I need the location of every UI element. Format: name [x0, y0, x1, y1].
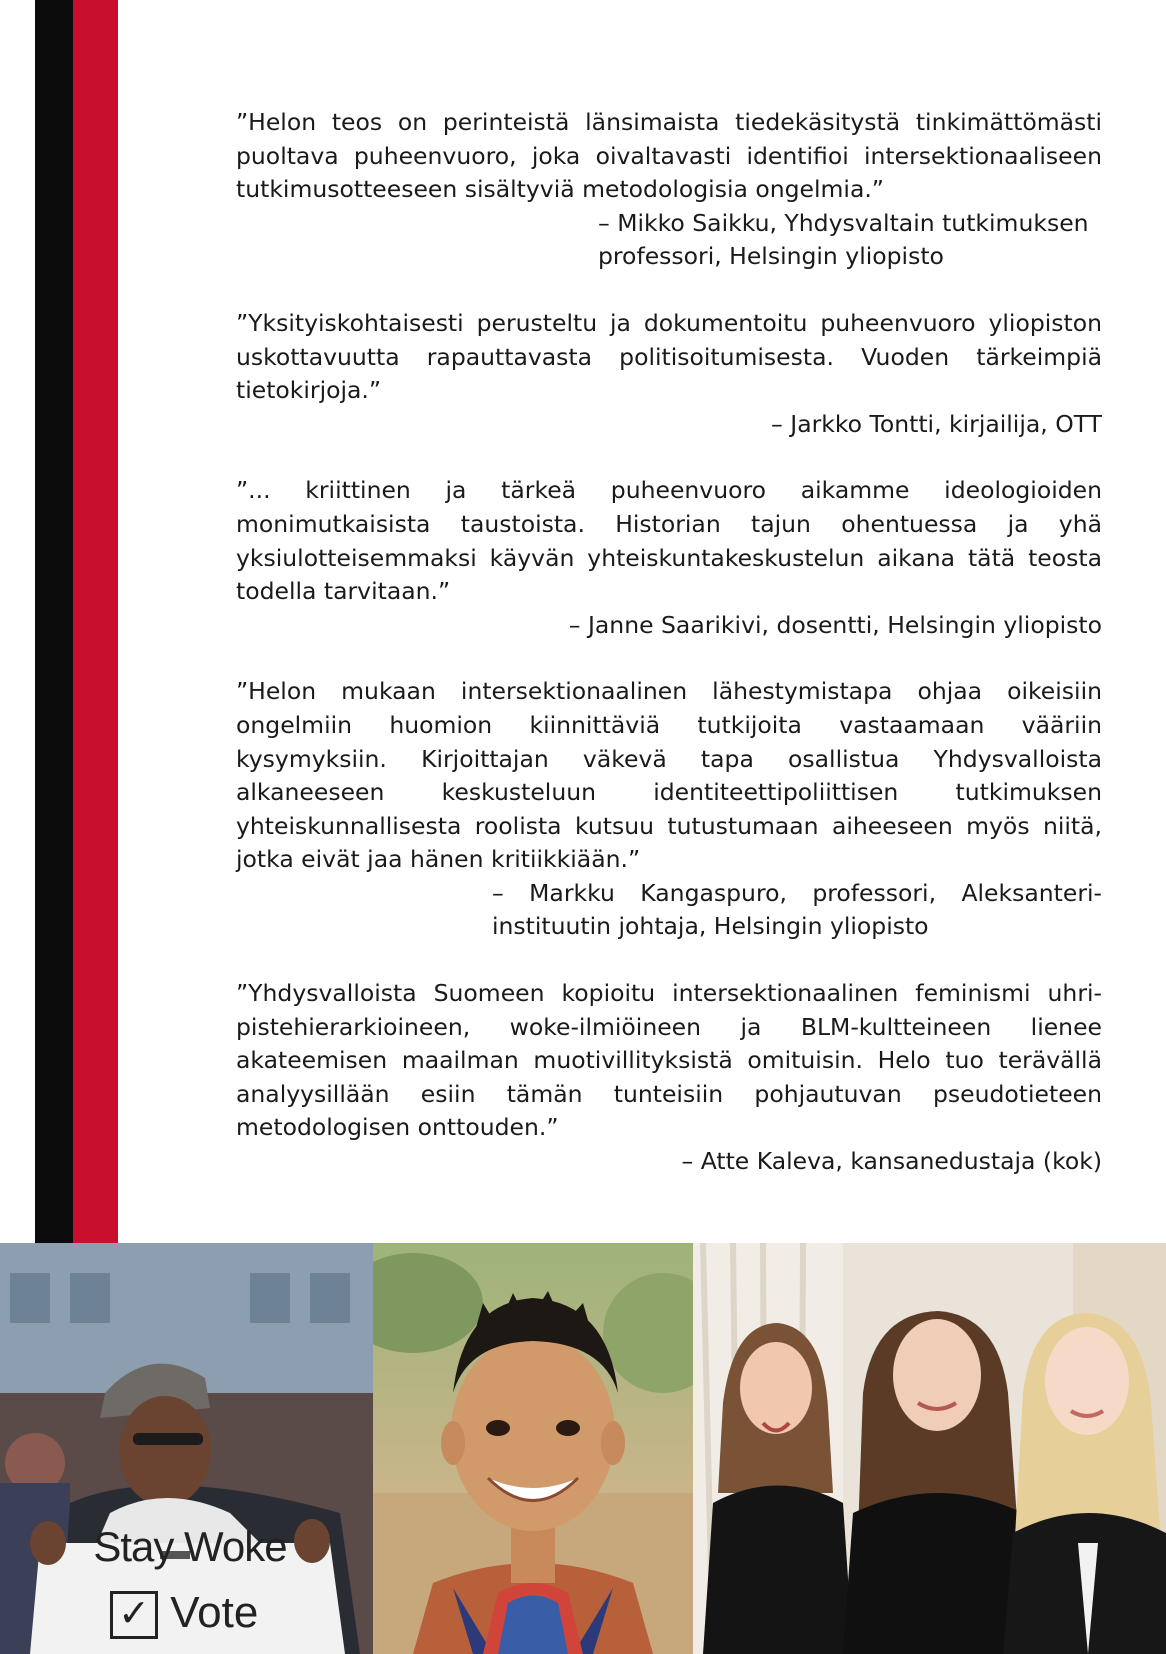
- attribution-1-line2: professori, Helsingin yliopisto: [598, 242, 944, 271]
- blurb-attribution-5: – Atte Kaleva, kansanedustaja (kok): [681, 1147, 1102, 1176]
- attribution-1-line1: – Mikko Saikku, Yhdysvaltain tutkimuksen: [598, 208, 1089, 237]
- decorative-red-stripe: [73, 0, 118, 1243]
- decorative-black-stripe: [35, 0, 73, 1243]
- blurb-quote-4: ”Helon mukaan intersektionaalinen lähestymistapa ohjaa oikeisiin ongelmiin huomion kiinnittäviä tutkijoita vastaamaan vääriin kysymyksiin. Kirjoittajan väkevä tapa osallistua Yhdysvalloista alkaneeseen keskusteluun identiteettipoliittisen tutkimuksen yhteiskunnallisesta roolista kutsuu tutustumaan aiheeseen myös niitä, jotka eivät jaa hänen kritiikkiään.”: [236, 677, 1102, 874]
- check-box-icon: ✓: [110, 1591, 158, 1639]
- attribution-4-line2: instituutin johtaja, Helsingin yliopisto: [492, 912, 929, 941]
- blurbs-section: [236, 106, 1102, 1212]
- attribution-4-line1: – Markku Kangaspuro, professori, Aleksanteri-: [492, 878, 1102, 907]
- photo-stay-woke-protester: [0, 1243, 373, 1654]
- photo-strip: [0, 1243, 1166, 1654]
- blurb-attribution-4: [236, 877, 1102, 944]
- shirt-text-stay-woke: Stay Woke: [93, 1523, 287, 1570]
- blurb-quote-3: ”... kriittinen ja tärkeä puheenvuoro aikamme ideologioiden monimutkaisista taustoista. Historian tajun ohentuessa ja yhä yksiulotteisemmaksi käyvän yhteiskuntakeskustelun aikana tätä teosta todella tarvitaan.”: [236, 476, 1102, 606]
- shirt-text-vote: [110, 1588, 258, 1639]
- blurb-quote-2: ”Yksityiskohtaisesti perusteltu ja dokumentoitu puheenvuoro yliopiston uskottavuutta rapauttavasta politisoitumisesta. Vuoden tärkeimpiä tietokirjoja.”: [236, 308, 1102, 405]
- photo-three-women: [693, 1243, 1166, 1654]
- shirt-vote-word: Vote: [170, 1588, 259, 1637]
- blurb-attribution-1: [236, 207, 1102, 274]
- blurb-quote-5: ”Yhdysvalloista Suomeen kopioitu intersektionaalinen feminismi uhri-pistehierarkioineen, woke-ilmiöineen ja BLM-kultteineen lienee akateemisen maailman muotivillityksistä omituisin. Helo tuo terävällä analyysillään esiin tämän tunteisiin pohjautuvan pseudotieteen metodologisen onttouden.”: [236, 979, 1102, 1142]
- blurb-quote-1: ”Helon teos on perinteistä länsimaista tiedekäsitystä tinkimättömästi puoltava puheenvuoro, joka oivaltavasti identifioi intersektionaaliseen tutkimusotteeseen sisältyviä metodologisia ongelmia.”: [236, 108, 1102, 204]
- photo-smiling-child: [373, 1243, 693, 1654]
- blurb-attribution-2: – Jarkko Tontti, kirjailija, OTT: [771, 409, 1102, 438]
- blurb-attribution-3: – Janne Saarikivi, dosentti, Helsingin yliopisto: [568, 610, 1102, 639]
